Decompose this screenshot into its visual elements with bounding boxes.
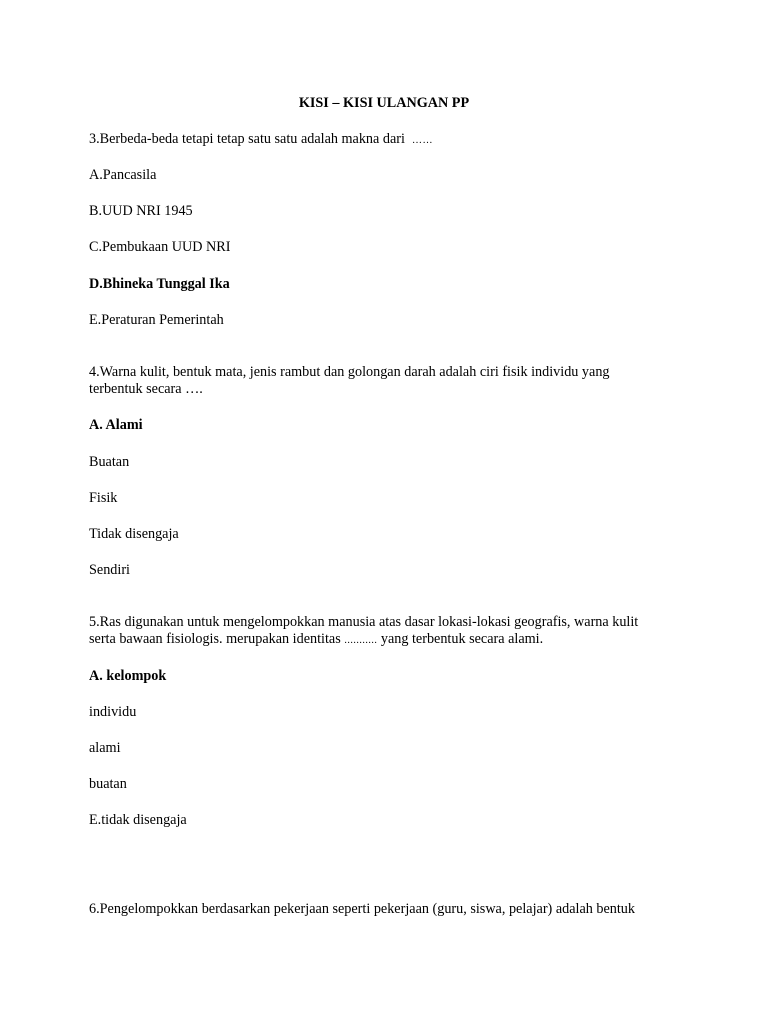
question-5-option-b: individu bbox=[89, 704, 137, 720]
question-4-option-a-answer: A. Alami bbox=[89, 417, 143, 433]
question-3-option-d-answer: D.Bhineka Tunggal Ika bbox=[89, 276, 230, 292]
question-5-option-e: E.tidak disengaja bbox=[89, 812, 187, 828]
question-4-option-c: Fisik bbox=[89, 490, 118, 506]
question-5-option-d: buatan bbox=[89, 776, 127, 792]
question-4-option-e: Sendiri bbox=[89, 562, 130, 578]
question-5-option-c: alami bbox=[89, 740, 121, 756]
question-3-option-a: A.Pancasila bbox=[89, 167, 157, 183]
question-6-line-1: 6.Pengelompokkan berdasarkan pekerjaan seperti pekerjaan (guru, siswa, pelajar) adalah bentuk bbox=[89, 901, 635, 917]
question-5-line-1: 5.Ras digunakan untuk mengelompokkan manusia atas dasar lokasi-lokasi geografis, warna kulit bbox=[89, 614, 639, 630]
question-4-option-d: Tidak disengaja bbox=[89, 526, 179, 542]
question-5-blank-dots: ........... bbox=[344, 635, 378, 646]
question-3-option-c: C.Pembukaan UUD NRI bbox=[89, 239, 231, 255]
question-3-question: 3.Berbeda-beda tetapi tetap satu satu adalah makna dari bbox=[89, 131, 405, 147]
question-5-option-a-answer: A. kelompok bbox=[89, 668, 167, 684]
question-5-line-2 bbox=[89, 630, 543, 650]
question-4-option-b: Buatan bbox=[89, 454, 130, 470]
document-title: KISI – KISI ULANGAN PP bbox=[298, 95, 470, 111]
question-4-line-2: terbentuk secara …. bbox=[89, 381, 203, 397]
question-5-line-2-start: serta bawaan fisiologis. merupakan identitas bbox=[89, 631, 341, 647]
question-3-text bbox=[89, 130, 433, 150]
question-5-line-2-end: yang terbentuk secara alami. bbox=[380, 631, 544, 647]
question-3-option-e: E.Peraturan Pemerintah bbox=[89, 312, 224, 328]
question-3-dots: …… bbox=[412, 135, 434, 146]
question-3-option-b: B.UUD NRI 1945 bbox=[89, 203, 193, 219]
question-4-line-1: 4.Warna kulit, bentuk mata, jenis rambut dan golongan darah adalah ciri fisik individu yang bbox=[89, 364, 610, 380]
